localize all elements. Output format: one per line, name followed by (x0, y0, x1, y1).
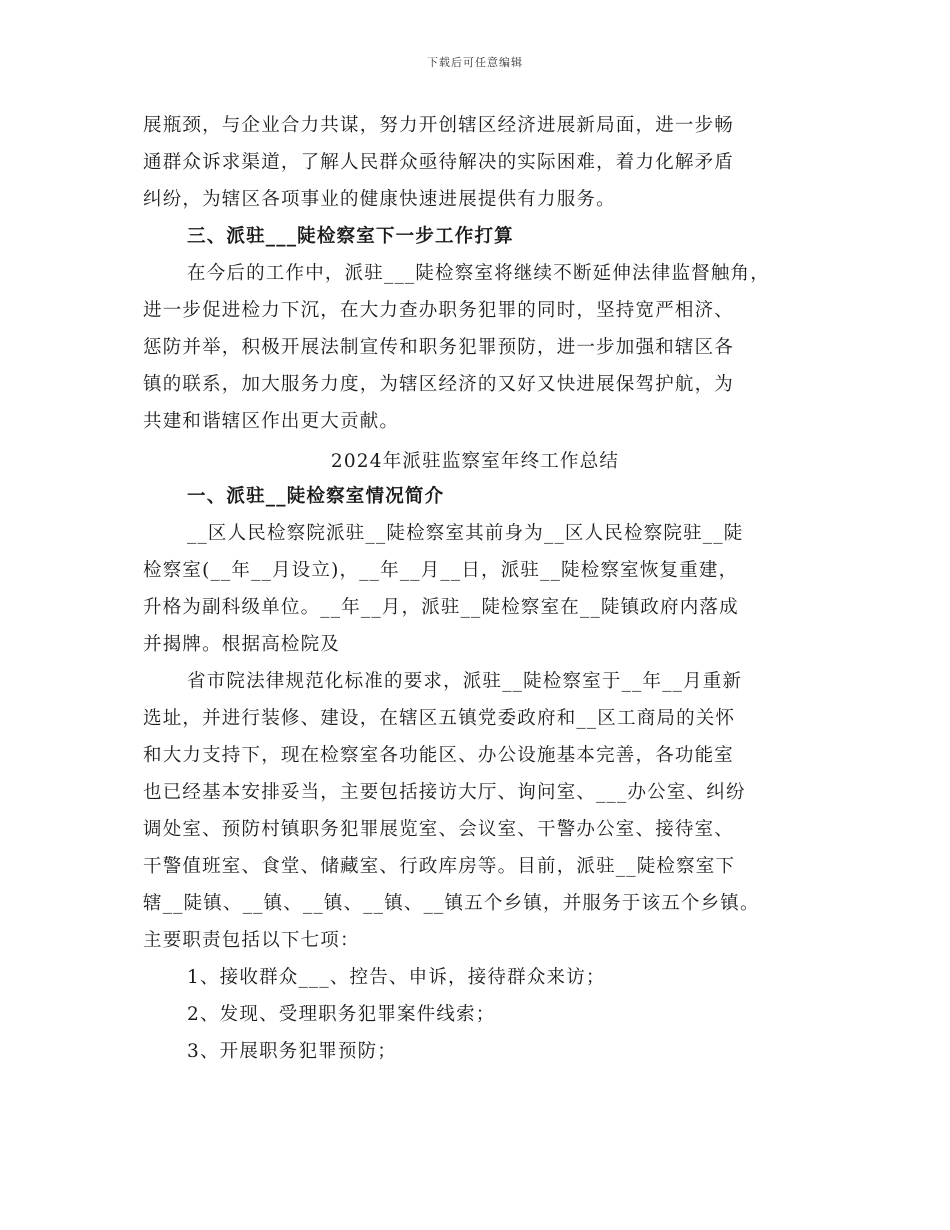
body-line: 省市院法律规范化标准的要求，派驻__陡检察室于__年__月重新 (187, 671, 743, 692)
body-line: 纠纷，为辖区各项事业的健康快速进展提供有力服务。 (143, 189, 616, 210)
body-line: 检察室(__年__月设立)，__年__月__日，派驻__陡检察室恢复重建， (143, 560, 739, 581)
body-line: 惩防并举，积极开展法制宣传和职务犯罪预防，进一步加强和辖区各 (143, 337, 735, 358)
body-line: 选址，并进行装修、建设，在辖区五镇党委政府和__区工商局的关怀 (143, 708, 736, 729)
body-line: 干警值班室、食堂、储藏室、行政库房等。目前，派驻__陡检察室下 (143, 856, 736, 877)
body-line: 调处室、预防村镇职务犯罪展览室、会议室、干警办公室、接待室、 (143, 819, 735, 840)
body-line: 展瓶颈，与企业合力共谋，努力开创辖区经济进展新局面，进一步畅 (143, 115, 735, 136)
body-line: 辖__陡镇、__镇、__镇、__镇、__镇五个乡镇，并服务于该五个乡镇。 (143, 893, 760, 914)
body-line: 和大力支持下，现在检察室各功能区、办公设施基本完善，各功能室 (143, 745, 735, 766)
body-line: 并揭牌。根据高检院及 (143, 634, 341, 655)
document-title: 2024年派驻监察室年终工作总结 (330, 451, 620, 472)
body-line: 主要职责包括以下七项： (143, 930, 360, 951)
body-line: 共建和谐辖区作出更大贡献。 (143, 411, 400, 432)
page-header-note: 下载后可任意编辑 (427, 56, 523, 69)
body-line: 在今后的工作中，派驻___陡检察室将继续不断延伸法律监督触角， (187, 263, 770, 284)
body-line: 镇的联系，加大服务力度，为辖区经济的又好又快进展保驾护航，为 (143, 374, 735, 395)
section-heading-3: 三、派驻___陡检察室下一步工作打算 (187, 226, 514, 247)
section-heading-1: 一、派驻__陡检察室情况简介 (187, 486, 445, 507)
body-line: 也已经基本安排妥当，主要包括接访大厅、询问室、___办公室、纠纷 (143, 782, 746, 803)
list-item: 2、发现、受理职务犯罪案件线索； (187, 1004, 496, 1025)
list-item: 3、开展职务犯罪预防； (187, 1041, 397, 1062)
body-line: __区人民检察院派驻__陡检察室其前身为__区人民检察院驻__陡 (187, 523, 744, 544)
body-line: 升格为副科级单位。__年__月，派驻__陡检察室在__陡镇政府内落成 (143, 597, 739, 618)
body-line: 进一步促进检力下沉，在大力查办职务犯罪的同时，坚持宽严相济、 (143, 300, 735, 321)
body-line: 通群众诉求渠道，了解人民群众亟待解决的实际困难，着力化解矛盾 (143, 152, 735, 173)
list-item: 1、接收群众___、控告、申诉，接待群众来访； (187, 967, 606, 988)
